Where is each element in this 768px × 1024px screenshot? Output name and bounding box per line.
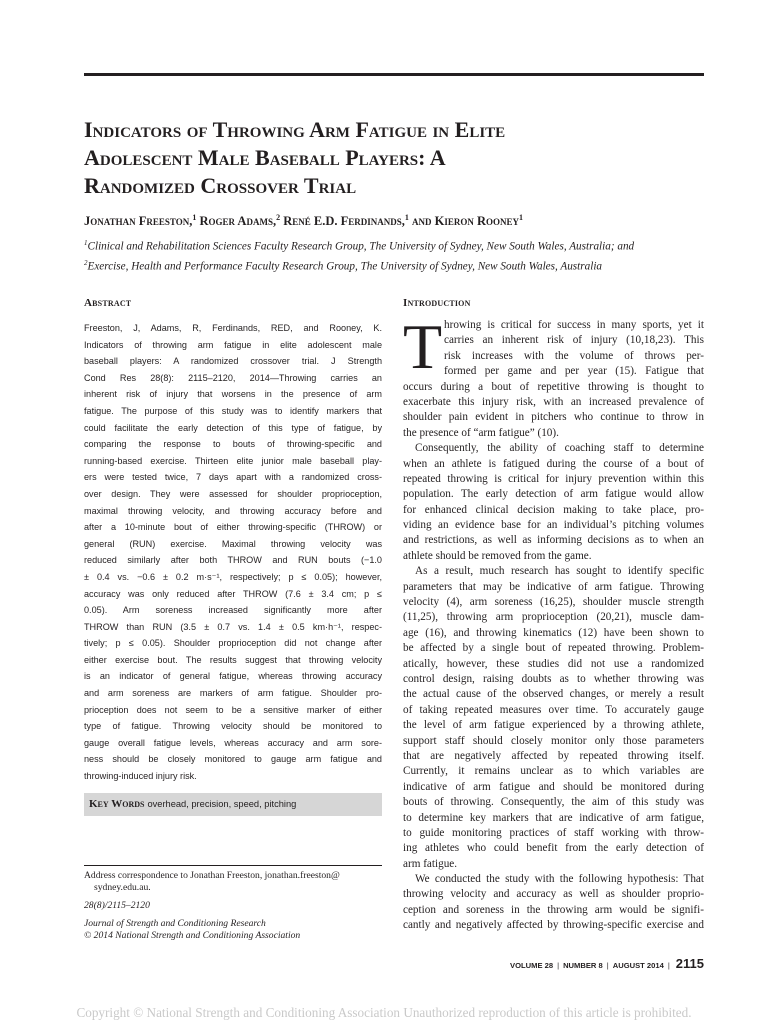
intro-line: carries an inherent risk of injury (10,18,23). This — [444, 334, 704, 347]
abstract-line: ers were tested twice, 7 days apart with a randomized cross- — [84, 472, 382, 483]
intro-line: We conducted the study with the following hypothesis: That — [415, 873, 704, 886]
abstract-line: inherent risk of injury that worsens in the presence of arm — [84, 389, 382, 400]
affiliations — [84, 235, 724, 274]
intro-line: Currently, it remains unclear as to which variables are — [403, 765, 704, 778]
introduction-body — [403, 311, 704, 934]
intro-line: formed per game and per year (15). Fatigue that — [444, 365, 704, 378]
intro-line: exacerbate this injury risk, with an increased prevalence of — [403, 395, 704, 408]
abstract-line: tively; p ≤ 0.05). Shoulder proprioception did not change after — [84, 638, 382, 649]
abstract-line: gauge overall fatigue levels, whereas accuracy and arm sore- — [84, 737, 382, 748]
abstract-line: 0.05). Arm soreness increased significantly more after — [84, 605, 382, 616]
page-footer — [470, 956, 704, 971]
abstract-line: is an indicator of general fatigue, whereas throwing accuracy — [84, 671, 382, 682]
copyright-watermark: Copyright © National Strength and Conditioning Association Unauthorized reproduction of this article is prohibited. — [76, 1005, 692, 1020]
intro-line: to guide monitoring practices of staff working with throw- — [403, 826, 704, 839]
introduction-heading: Introduction — [403, 297, 471, 309]
abstract-line: baseball players: A randomized crossover trial. J Strength — [84, 356, 382, 367]
abstract-body — [84, 320, 382, 785]
intro-line: viding an evidence base for an individual’s pitching volumes — [403, 519, 704, 532]
abstract-line: ness should be closely monitored to gauge arm fatigue and — [84, 754, 382, 765]
issue-number: NUMBER 8 — [563, 961, 603, 970]
author-name: Kieron Rooney — [434, 214, 520, 229]
affil-marker: 2 — [276, 213, 281, 222]
abstract-line: running-based exercise. Thirteen elite junior male baseball play- — [84, 455, 382, 466]
intro-line: the presence of “arm fatigue” (10). — [403, 426, 559, 439]
intro-line: cantly and negatively affected by throwing-specific exercise and — [403, 919, 704, 932]
intro-line: indicative of arm fatigue and should be monitored during — [403, 780, 704, 793]
footer-separator: | — [606, 961, 609, 970]
author-name: Roger Adams, — [199, 214, 277, 229]
abstract-line: accuracy was only reduced after THROW (7.6 ± 3.4 cm; p ≤ — [84, 588, 382, 599]
intro-line: population. The early detection of arm fatigue would allow — [403, 488, 704, 501]
intro-line: when an athlete is fatigued during the course of a bout of — [403, 457, 704, 470]
citation-info: 28(8)/2115–2120 — [84, 900, 150, 911]
abstract-line: Cond Res 28(8): 2115–2120, 2014—Throwing carries an — [84, 372, 382, 383]
abstract-line: fatigue. The purpose of this study was to identify markers that — [84, 405, 382, 416]
volume-label: VOLUME 28 — [510, 961, 554, 970]
abstract-line: general (RUN) exercise. Maximal throwing velocity was — [84, 538, 382, 549]
affil-marker: 2 — [84, 258, 88, 267]
abstract-line: throwing-induced injury risk. — [84, 771, 197, 782]
intro-line: arm fatigue. — [403, 857, 458, 870]
intro-line: atically, however, these studies did not use a randomized — [403, 657, 704, 670]
abstract-line: ± 0.4 vs. −0.6 ± 0.2 m·s⁻¹, respectively; p ≤ 0.05); however, — [84, 571, 382, 582]
intro-line: shoulder pain evident in pitchers who continue to throw in — [403, 411, 704, 424]
abstract-line: Freeston, J, Adams, R, Ferdinands, RED, and Rooney, K. — [84, 323, 382, 333]
footer-separator: | — [667, 961, 670, 970]
abstract-line: and arm soreness are markers of arm fatigue. Shoulder pro- — [84, 688, 382, 699]
intro-line: As a result, much research has sought to identify specific — [415, 565, 704, 578]
intro-line: the level of arm fatigue experienced by a throwing athlete, — [403, 719, 704, 732]
intro-line: occurs during a bout of repetitive throwing is thought to — [403, 380, 704, 393]
affil-marker: 1 — [192, 213, 197, 222]
key-words-label: Key Words — [89, 798, 145, 810]
intro-line: (11,25), throwing arm proprioception (20,21), muscle dam- — [403, 611, 704, 624]
title-line: Adolescent Male Baseball Players: A — [84, 145, 446, 170]
title-line: Randomized Crossover Trial — [84, 173, 357, 198]
key-words-box — [84, 793, 382, 816]
intro-line: age (16), and throwing kinematics (12) have been shown to — [403, 626, 704, 639]
abstract-line: type of fatigue. Throwing velocity should be monitored to — [84, 721, 382, 732]
article-title — [84, 116, 714, 200]
intro-line: ception and soreness in the throwing arm would be signifi- — [403, 903, 704, 916]
affil-marker: 1 — [519, 213, 524, 222]
intro-line: athlete should be removed from the game. — [403, 549, 592, 562]
intro-line: for enhanced clinical decision making to take place, pro- — [403, 503, 704, 516]
abstract-line: either exercise bout. The results suggest that throwing velocity — [84, 654, 382, 665]
abstract-line: maximal throwing velocity, and throwing accuracy before and — [84, 505, 382, 516]
intro-line: risk increases with the volume of throws per- — [444, 349, 704, 362]
top-rule — [84, 73, 704, 76]
correspondence-line: Address correspondence to Jonathan Freeston, jonathan.freeston@ — [84, 870, 340, 881]
author-name: Jonathan Freeston, — [84, 214, 193, 229]
abstract-heading: Abstract — [84, 297, 132, 309]
intro-line: velocity (4), arm soreness (16,25), shoulder muscle strength — [403, 596, 704, 609]
abstract-line: could facilitate the early detection of this type of fatigue, by — [84, 422, 382, 433]
abstract-line: after a 10-minute bout of either throwing-specific (THROW) or — [84, 522, 382, 533]
author-list — [84, 213, 724, 229]
abstract-line: prioception does not seem to be a sensitive marker of either — [84, 704, 382, 715]
journal-name: Journal of Strength and Conditioning Research — [84, 918, 266, 929]
key-words-text: overhead, precision, speed, pitching — [147, 799, 297, 809]
title-line: Indicators of Throwing Arm Fatigue in Elite — [84, 117, 506, 142]
intro-line: support staff should closely monitor only those parameters — [403, 734, 704, 747]
abstract-line: comparing the response to bouts of throwing-specific and — [84, 439, 382, 450]
footer-separator: | — [557, 961, 560, 970]
abstract-line: reduced similarly after both THROW and RUN bouts (−1.0 — [84, 555, 382, 566]
affiliation-line — [84, 235, 724, 255]
intro-line: the actual cause of the observed changes, or merely a result — [403, 688, 704, 701]
affil-marker: 1 — [404, 213, 409, 222]
intro-line: hrowing is critical for success in many sports, yet it — [444, 319, 704, 331]
abstract-line: THROW than RUN (3.5 ± 0.7 vs. 1.4 ± 0.5 km·h⁻¹, respec- — [84, 621, 382, 632]
affiliation-line — [84, 255, 724, 275]
intro-line: of taking repeated measures over time. To accurately gauge — [403, 703, 704, 716]
affil-marker: 1 — [84, 239, 88, 247]
author-conjunction: and — [412, 214, 432, 229]
issue-date: AUGUST 2014 — [612, 961, 664, 970]
abstract-line: over design. They were assessed for shoulder proprioception, — [84, 488, 382, 499]
intro-line: bouts of throwing. Consequently, the aim of this study was — [403, 796, 704, 809]
intro-line: that are negatively affected by repeated throwing itself. — [403, 749, 704, 762]
footnote-rule — [84, 865, 382, 866]
author-name: René E.D. Ferdinands, — [283, 214, 405, 229]
footnotes — [84, 870, 384, 942]
intro-line: repeated throwing is critical for injury prevention within this — [403, 472, 704, 485]
intro-line: and restrictions, as well as informing decisions as to when an — [403, 534, 704, 547]
intro-line: be affected by a single bout of repeated throwing. Problem- — [403, 642, 704, 655]
copyright-notice: © 2014 National Strength and Conditioning Association — [84, 930, 301, 941]
intro-line: ing athletes who could benefit from the early detection of — [403, 842, 704, 855]
intro-line: throwing velocity and accuracy as well as shoulder proprio- — [403, 888, 704, 901]
intro-line: to determine key markers that are indicative of arm fatigue, — [403, 811, 704, 824]
drop-cap: T — [403, 311, 443, 382]
page-number: 2115 — [675, 956, 704, 971]
abstract-line: Indicators of throwing arm fatigue in elite adolescent male — [84, 339, 382, 350]
intro-line: Consequently, the ability of coaching staff to determine — [415, 442, 704, 455]
affiliation-text: Clinical and Rehabilitation Sciences Faculty Research Group, The University of Sydney, New South Wales, Australia; and — [87, 240, 635, 253]
intro-line: control design, raising doubts as to whether throwing was — [403, 672, 704, 685]
intro-line: parameters that may be indicative of arm fatigue. Throwing — [403, 580, 704, 593]
affiliation-text: Exercise, Health and Performance Faculty Research Group, The University of Sydney, New South Wales, Australia — [87, 260, 603, 273]
correspondence-line: sydney.edu.au. — [94, 882, 151, 893]
